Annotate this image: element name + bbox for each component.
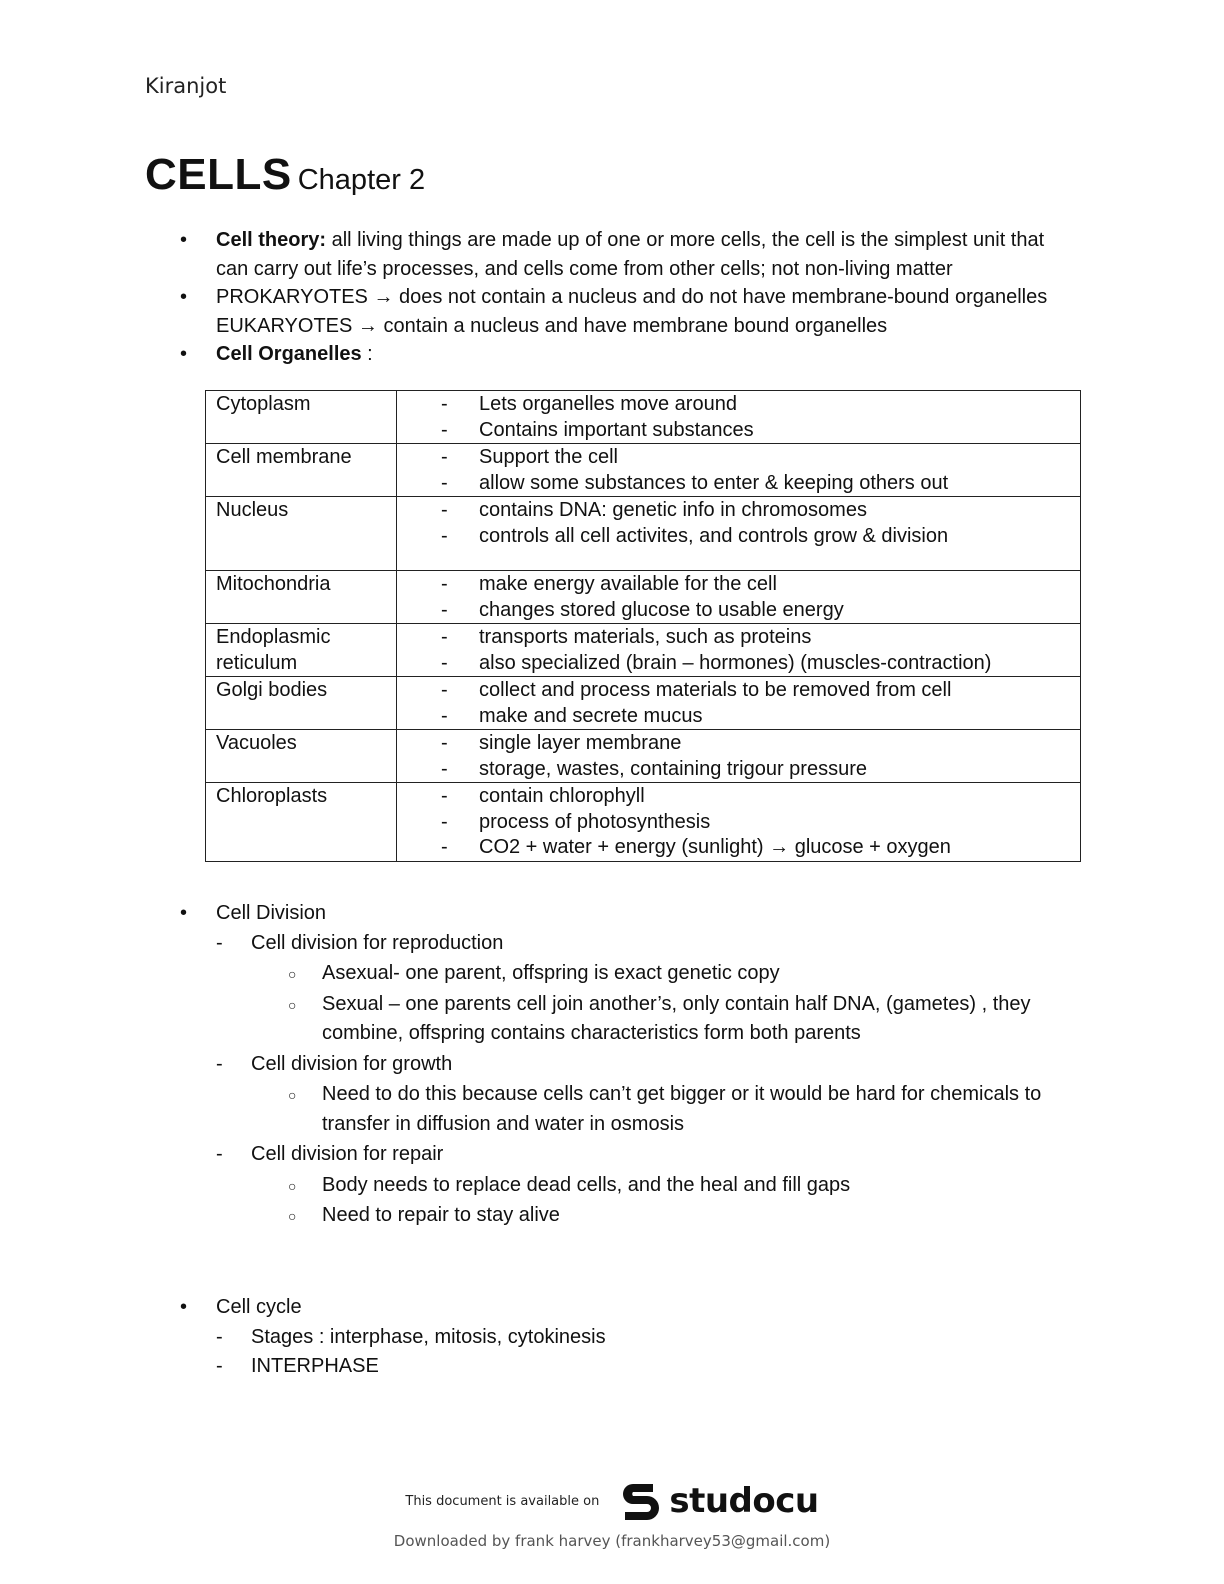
table-row: [206, 677, 1081, 730]
bullet-organelles: [180, 340, 1080, 369]
table-row: [206, 783, 1081, 862]
organelle-name: Mitochondria: [206, 571, 397, 624]
title-main: CELLS: [145, 150, 292, 199]
studocu-logo[interactable]: [617, 1478, 818, 1524]
bullet-bold: Cell theory:: [216, 229, 327, 251]
organelle-point: - changes stored glucose to usable energy: [437, 598, 1070, 624]
bullet-text: :: [361, 343, 373, 365]
organelle-point: - storage, wastes, containing trigour pressure: [437, 757, 1070, 783]
bullet-bold: Cell Organelles: [216, 343, 362, 365]
organelle-point: - CO2 + water + energy (sunlight) → glucose + oxygen: [437, 835, 1070, 861]
organelle-description: [397, 444, 1081, 497]
organelle-point: - make energy available for the cell: [437, 572, 1070, 598]
bullet-prokaryotes: [180, 283, 1080, 340]
organelle-name: Vacuoles: [206, 730, 397, 783]
section-heading: • Cell Division: [180, 899, 1100, 929]
footer: [0, 1478, 1224, 1550]
organelle-description: [397, 391, 1081, 444]
organelle-point: - Contains important substances: [437, 418, 1070, 444]
table-row: [206, 444, 1081, 497]
cell-cycle-section: [180, 1293, 1100, 1382]
organelle-description: [397, 783, 1081, 862]
table-row: [206, 391, 1081, 444]
organelle-name: Nucleus: [206, 497, 397, 571]
organelle-name: Cell membrane: [206, 444, 397, 497]
organelle-point: - collect and process materials to be removed from cell: [437, 678, 1070, 704]
organelle-point: - process of photosynthesis: [437, 810, 1070, 836]
studocu-logo-icon: [617, 1478, 663, 1524]
sub-item: - INTERPHASE: [180, 1352, 1100, 1382]
organelle-name: Chloroplasts: [206, 783, 397, 862]
sub-sub-item: ○ Need to repair to stay alive: [180, 1201, 1100, 1231]
section-heading: • Cell cycle: [180, 1293, 1100, 1323]
organelle-name: Endoplasmic reticulum: [206, 624, 397, 677]
organelle-description: [397, 571, 1081, 624]
organelle-point: - Lets organelles move around: [437, 392, 1070, 418]
title-sub: Chapter 2: [297, 164, 426, 196]
organelle-point: - contain chlorophyll: [437, 784, 1070, 810]
bullet-cell-theory: [180, 226, 1080, 283]
cell-division-section: [180, 899, 1100, 1232]
organelle-point: - make and secrete mucus: [437, 704, 1070, 730]
organelle-point: - single layer membrane: [437, 731, 1070, 757]
organelle-name: Cytoplasm: [206, 391, 397, 444]
sub-item: - Stages : interphase, mitosis, cytokinesis: [180, 1323, 1100, 1353]
sub-item: - Cell division for reproduction: [180, 929, 1100, 959]
organelle-point: - also specialized (brain – hormones) (muscles-contraction): [437, 651, 1070, 677]
organelle-description: [397, 730, 1081, 783]
table-row: [206, 730, 1081, 783]
organelle-name: Golgi bodies: [206, 677, 397, 730]
table-row: [206, 624, 1081, 677]
sub-sub-item: ○ Body needs to replace dead cells, and the heal and fill gaps: [180, 1171, 1100, 1201]
table-row: [206, 571, 1081, 624]
sub-sub-item: ○ Need to do this because cells can’t get bigger or it would be hard for chemicals to transfer in diffusion and water in osmosis: [180, 1080, 1100, 1139]
page-title: [145, 150, 425, 200]
studocu-logo-text: studocu: [669, 1481, 819, 1521]
table-row: [206, 497, 1081, 571]
organelle-description: [397, 497, 1081, 571]
organelle-point: - controls all cell activites, and controls grow & division: [437, 524, 1070, 550]
organelle-point: - transports materials, such as proteins: [437, 625, 1070, 651]
author-name: Kiranjot: [145, 74, 227, 98]
sub-item: - Cell division for growth: [180, 1050, 1100, 1080]
organelles-table: [205, 390, 1081, 862]
organelle-point: - allow some substances to enter & keeping others out: [437, 471, 1070, 497]
organelle-description: [397, 677, 1081, 730]
downloaded-by-text: Downloaded by frank harvey (frankharvey53@gmail.com): [393, 1532, 831, 1550]
organelle-point: - Support the cell: [437, 445, 1070, 471]
footer-row: [0, 1478, 1224, 1524]
sub-sub-item: ○ Sexual – one parents cell join another’s, only contain half DNA, (gametes) , they combine, offspring contains characteristics form both parents: [180, 990, 1100, 1049]
intro-bullets: [180, 226, 1080, 369]
sub-sub-item: ○ Asexual- one parent, offspring is exact genetic copy: [180, 959, 1100, 989]
organelle-point: - contains DNA: genetic info in chromosomes: [437, 498, 1070, 524]
bullet-text: all living things are made up of one or more cells, the cell is the simplest unit that can carry out life’s processes, and cells come from other cells; not non-living matter: [216, 229, 1045, 280]
sub-item: - Cell division for repair: [180, 1140, 1100, 1170]
bullet-text: PROKARYOTES → does not contain a nucleus and do not have membrane-bound organelles EUKARYOTES → contain a nucleus and have membrane bound organelles: [216, 286, 1048, 337]
organelle-description: [397, 624, 1081, 677]
available-text: This document is available on: [405, 1493, 600, 1509]
